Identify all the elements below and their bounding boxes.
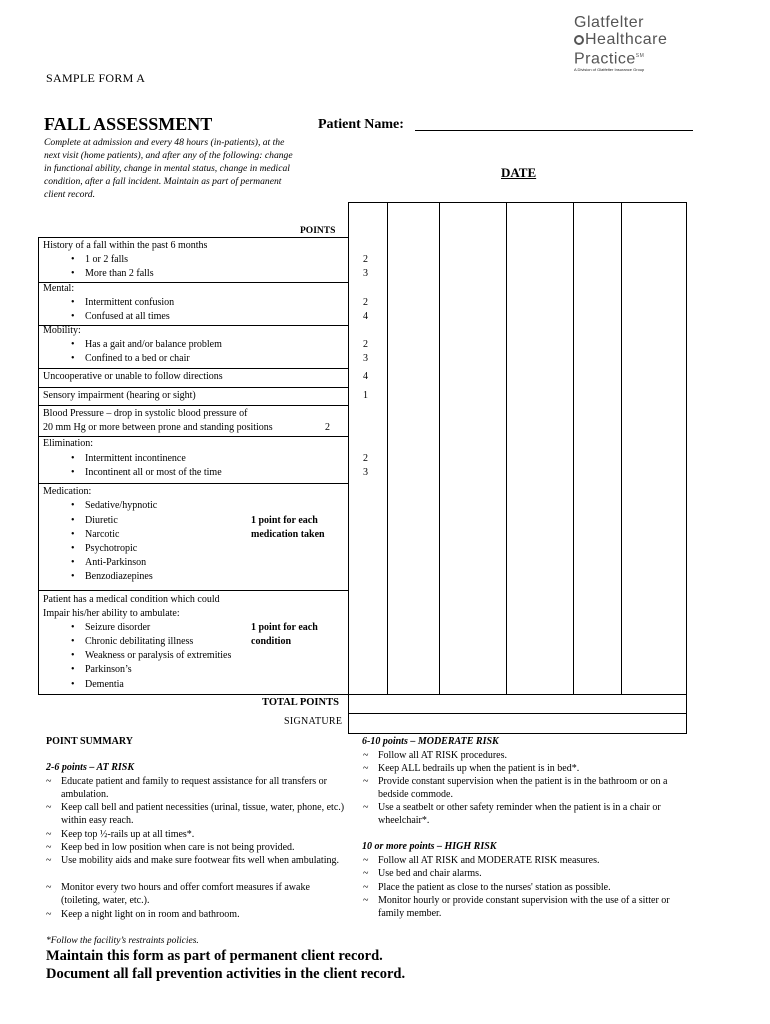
- mobility-points: 3: [363, 353, 368, 364]
- history-item: • 1 or 2 falls: [85, 253, 128, 267]
- instructions-line: in functional ability, change in mental status, change in medical: [44, 163, 290, 174]
- bp-line-1: Blood Pressure – drop in systolic blood pressure of: [43, 408, 248, 419]
- logo-ring-icon: [574, 35, 584, 45]
- at-risk-item: ~ Keep call bell and patient necessities (urinal, tissue, water, phone, etc.) within easy reach.: [61, 801, 346, 827]
- moderate-risk-item: ~ Use a seatbelt or other safety reminder when the patient is in a chair or wheelchair*.: [378, 801, 678, 827]
- logo-subtitle: A Division of Glatfelter Insurance Group: [574, 67, 645, 73]
- condition-item: • Chronic debilitating illness: [85, 635, 193, 649]
- at-risk-item: ~ Keep bed in low position when care is not being provided.: [61, 841, 346, 854]
- high-risk-item: ~ Monitor hourly or provide constant supervision with the use of a sitter or family member.: [378, 894, 678, 920]
- condition-note: condition: [251, 636, 292, 647]
- total-points-field[interactable]: [348, 694, 687, 714]
- condition-line-1: Patient has a medical condition which could: [43, 594, 220, 605]
- grid-column-divider: [621, 203, 622, 694]
- section-divider: [39, 368, 348, 369]
- history-points: 2: [363, 254, 368, 265]
- section-divider: [39, 405, 348, 406]
- medication-item: • Sedative/hypnotic: [85, 499, 157, 513]
- logo-line-1: Glatfelter: [574, 14, 644, 31]
- condition-note: 1 point for each: [251, 622, 318, 633]
- moderate-risk-item: ~ Provide constant supervision when the patient is in the bathroom or on a bedside commode.: [378, 775, 678, 801]
- at-risk-heading: 2-6 points – AT RISK: [46, 762, 134, 773]
- patient-name-field[interactable]: [415, 130, 693, 131]
- medication-note: medication taken: [251, 529, 325, 540]
- restraints-footnote: *Follow the facility’s restraints policies.: [46, 936, 199, 946]
- mental-heading: Mental:: [43, 283, 75, 294]
- grid-column-divider: [573, 203, 574, 694]
- condition-item: • Weakness or paralysis of extremities: [85, 649, 231, 663]
- at-risk-item: ~ Educate patient and family to request assistance for all transfers or ambulation.: [61, 775, 346, 801]
- history-heading: History of a fall within the past 6 months: [43, 240, 208, 251]
- elimination-item: • Incontinent all or most of the time: [85, 466, 222, 480]
- section-divider: [39, 483, 348, 484]
- condition-item: • Dementia: [85, 678, 124, 692]
- at-risk-item: ~ Use mobility aids and make sure footwear fits well when ambulating.: [61, 854, 346, 867]
- mobility-points: 2: [363, 339, 368, 350]
- moderate-risk-heading: 6-10 points – MODERATE RISK: [362, 736, 499, 747]
- medication-item: • Anti-Parkinson: [85, 556, 146, 570]
- section-divider: [39, 325, 348, 326]
- high-risk-heading: 10 or more points – HIGH RISK: [362, 841, 497, 852]
- patient-name-label: Patient Name:: [318, 117, 404, 132]
- mental-item: • Confused at all times: [85, 310, 170, 324]
- condition-line-2: Impair his/her ability to ambulate:: [43, 608, 180, 619]
- bp-points: 2: [325, 422, 330, 433]
- assessment-table: [38, 237, 368, 695]
- elimination-heading: Elimination:: [43, 438, 93, 449]
- form-label: SAMPLE FORM A: [46, 71, 146, 85]
- sensory-points: 1: [363, 390, 368, 401]
- grid-column-divider: [387, 203, 388, 694]
- instructions-line: client record.: [44, 189, 95, 200]
- date-grid[interactable]: [348, 202, 687, 695]
- high-risk-item: ~ Use bed and chair alarms.: [378, 867, 678, 880]
- mobility-heading: Mobility:: [43, 325, 81, 336]
- instructions-line: next visit (home patients), and after any of the following: change: [44, 150, 293, 161]
- uncooperative-points: 4: [363, 371, 368, 382]
- sensory-label: Sensory impairment (hearing or sight): [43, 390, 196, 401]
- high-risk-item: ~ Place the patient as close to the nurses' station as possible.: [378, 881, 678, 894]
- points-header: POINTS: [300, 226, 336, 236]
- page-title: FALL ASSESSMENT: [44, 114, 213, 134]
- uncooperative-label: Uncooperative or unable to follow directions: [43, 371, 223, 382]
- elimination-points: 2: [363, 453, 368, 464]
- logo-mark: SM: [635, 53, 645, 59]
- medication-item: • Psychotropic: [85, 542, 137, 556]
- condition-item: • Seizure disorder: [85, 621, 150, 635]
- medication-item: • Diuretic: [85, 514, 118, 528]
- instructions: [44, 136, 344, 201]
- grid-column-divider: [506, 203, 507, 694]
- mobility-item: • Has a gait and/or balance problem: [85, 338, 222, 352]
- medication-note: 1 point for each: [251, 515, 318, 526]
- medication-item: • Benzodiazepines: [85, 570, 153, 584]
- signature-label: SIGNATURE: [284, 716, 343, 727]
- instructions-line: condition, after a fall incident. Maintain as part of permanent: [44, 176, 282, 187]
- condition-item: • Parkinson’s: [85, 663, 132, 677]
- logo-line-2: Healthcare: [585, 31, 668, 48]
- elimination-points: 3: [363, 467, 368, 478]
- bp-line-2: 20 mm Hg or more between prone and standing positions: [43, 422, 273, 433]
- signature-field[interactable]: [348, 713, 687, 734]
- point-summary-heading: POINT SUMMARY: [46, 736, 133, 747]
- section-divider: [39, 282, 348, 283]
- company-logo: [574, 14, 694, 73]
- high-risk-item: ~ Follow all AT RISK and MODERATE RISK measures.: [378, 854, 678, 867]
- section-divider: [39, 387, 348, 388]
- mental-points: 4: [363, 311, 368, 322]
- footer-line-2: Document all fall prevention activities in the client record.: [46, 966, 406, 982]
- section-divider: [39, 590, 348, 591]
- mental-item: • Intermittent confusion: [85, 296, 174, 310]
- at-risk-item: ~ Keep a night light on in room and bathroom.: [61, 908, 346, 921]
- at-risk-item: ~ Keep top ½-rails up at all times*.: [61, 828, 346, 841]
- total-points-label: TOTAL POINTS: [262, 697, 339, 708]
- moderate-risk-item: ~ Keep ALL bedrails up when the patient is in bed*.: [378, 762, 678, 775]
- at-risk-item: ~ Monitor every two hours and offer comfort measures if awake (toileting, water, etc.).: [61, 881, 346, 907]
- elimination-item: • Intermittent incontinence: [85, 452, 186, 466]
- history-item: • More than 2 falls: [85, 267, 154, 281]
- logo-line-3: Practice: [574, 50, 636, 68]
- date-header: DATE: [501, 165, 537, 180]
- grid-column-divider: [439, 203, 440, 694]
- history-points: 3: [363, 268, 368, 279]
- medication-item: • Narcotic: [85, 528, 119, 542]
- moderate-risk-item: ~ Follow all AT RISK procedures.: [378, 749, 678, 762]
- instructions-line: Complete at admission and every 48 hours (in-patients), at the: [44, 137, 285, 148]
- mobility-item: • Confined to a bed or chair: [85, 352, 190, 366]
- footer-line-1: Maintain this form as part of permanent client record.: [46, 948, 383, 964]
- mental-points: 2: [363, 297, 368, 308]
- medication-heading: Medication:: [43, 486, 92, 497]
